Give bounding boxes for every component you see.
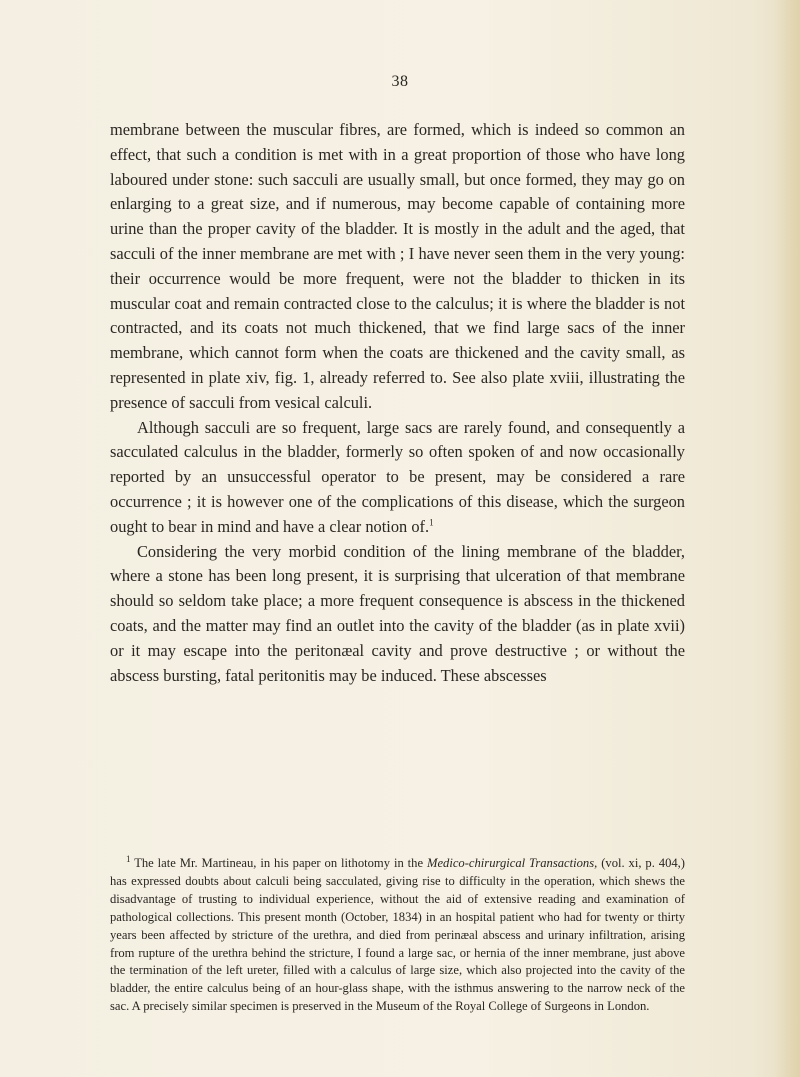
paragraph-2: [110, 416, 685, 540]
footnote-1: [110, 855, 685, 1016]
footnote-journal-title: Medico-chirurgical Transactions,: [426, 856, 598, 870]
paragraph-2-text: Although sacculi are so frequent, large sacs are rarely found, and consequently a sacculated calculus in the bladder, formerly so often spoken of and now occasionally reported by an unsuccessful operator to be present, may be considered a rare occurrence ; it is however one of the complications of this disease, which the surgeon ought to bear in mind and have a clear notion of.: [110, 417, 685, 536]
page-number: 38: [391, 73, 409, 90]
paragraph-1: [110, 118, 685, 416]
paragraph-3-text: Considering the very morbid condition of the lining membrane of the bladder, where a stone has been long present, it is surprising that ulceration of that membrane should so seldom take place; a more frequent consequence is abscess in the thickened coats, and the matter may find an outlet into the cavity of the bladder (as in plate xvii) or it may escape into the peritonæal cavity and prove destructive ; or without the abscess bursting, fatal peritonitis may be induced. These abscesses: [110, 541, 685, 685]
footnote-reference[interactable]: 1: [429, 517, 434, 528]
page-edge-shadow: [774, 0, 800, 1077]
footnote-text-after-title: (vol. xi, p. 404,) has expressed doubts about calculi being sacculated, giving rise to difficulty in the operation, which shews the disadvantage of trusting to individual experience, without the aid of extensive reading and examination of pathological collections. This present month (October, 1834) in an hospital patient who had for twenty or thirty years been affected by stricture of the urethra, and died from perinæal abscess and urinary infiltration, arising from rupture of the urethra behind the stricture, I found a large sac, or hernia of the inner membrane, just above the termination of the left ureter, filled with a calculus of large size, which also projected into the cavity of the bladder, the entire calculus being of an hour-glass shape, with the isthmus answering to the narrow neck of the sac. A precisely similar specimen is preserved in the Museum of the Royal College of Surgeons in London.: [110, 856, 686, 1014]
footnote-marker: 1: [126, 853, 131, 864]
paragraph-3: [110, 540, 685, 689]
footnotes: [110, 855, 685, 1016]
main-text: [110, 118, 685, 688]
footnote-text-before-title: The late Mr. Martineau, in his paper on lithotomy in the: [134, 856, 424, 870]
paragraph-1-text: membrane between the muscular fibres, are formed, which is indeed so common an effect, that such a condition is met with in a great proportion of those who have long laboured under stone: such sacculi are usually small, but once formed, they may go on enlarging to a great size, and if numerous, may become capable of containing more urine than the proper cavity of the bladder. It is mostly in the adult and the aged, that sacculi of the inner membrane are met with ; I have never seen them in the very young: their occurrence would be more frequent, were not the bladder to thicken in its muscular coat and remain contracted close to the calculus; it is where the bladder is not contracted, and its coats not much thickened, that we find large sacs of the inner membrane, which cannot form when the coats are thickened and the cavity small, as represented in plate xiv, fig. 1, already referred to. See also plate xviii, illustrating the presence of sacculi from vesical calculi.: [110, 120, 685, 412]
